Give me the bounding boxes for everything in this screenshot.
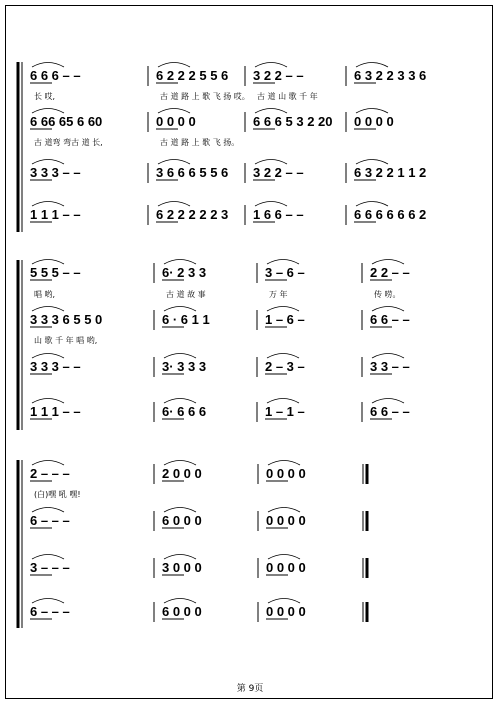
slur-arc <box>158 63 190 68</box>
slur-arc <box>32 555 64 560</box>
measure-notes: 5 5 5 – – <box>30 265 81 280</box>
slur-arc <box>372 354 404 359</box>
lyric-line: 古 道 山 歌 千 年 <box>257 92 318 101</box>
slur-arc <box>164 508 196 513</box>
measure-notes: 3 2 2 – – <box>253 68 304 83</box>
measure-notes: 6 – – – <box>30 604 70 619</box>
slur-arc <box>32 202 64 207</box>
slur-arc <box>32 63 64 68</box>
lyric-line: 传 唠。 <box>374 290 401 299</box>
slur-arc <box>267 399 299 404</box>
measure-notes: 6 3 2 2 3 3 6 <box>354 68 427 83</box>
measure-notes: 3 3 – – <box>370 359 410 374</box>
slur-arc <box>164 399 196 404</box>
lyric-line: 古 道弯 弯古 道 长, <box>34 138 103 147</box>
slur-arc <box>255 160 287 165</box>
lyric-line: 万 年 <box>269 290 288 299</box>
slur-arc <box>32 109 64 114</box>
measure-notes: 6 6 6 – – <box>30 68 81 83</box>
measure-notes: 6 6 – – <box>370 312 410 327</box>
slur-arc <box>268 599 300 604</box>
slur-arc <box>356 109 388 114</box>
slur-arc <box>32 160 64 165</box>
measure-notes: 6 – – – <box>30 513 70 528</box>
measure-notes: 6 · 6 1 1 <box>162 312 210 327</box>
slur-arc <box>164 307 196 312</box>
measure-notes: 6 3 2 2 1 1 2 <box>354 165 427 180</box>
slur-arc <box>267 354 299 359</box>
measure-notes: 2 0 0 0 <box>162 466 202 481</box>
lyric-line: 古 道 路 上 歌 飞 扬 哎。 <box>160 92 250 101</box>
measure-notes: 1 – 1 – <box>265 404 305 419</box>
slur-arc <box>32 399 64 404</box>
slur-arc <box>356 202 388 207</box>
slur-arc <box>32 354 64 359</box>
slur-arc <box>32 461 64 466</box>
slur-arc <box>32 508 64 513</box>
slur-arc <box>255 202 287 207</box>
slur-arc <box>164 555 196 560</box>
lyric-line: 唱 哟, <box>34 290 56 299</box>
measure-notes: 2 – 3 – <box>265 359 305 374</box>
lyric-line: 长 哎, <box>34 92 56 101</box>
slur-arc <box>158 109 190 114</box>
measure-notes: 6 2 2 2 5 5 6 <box>156 68 229 83</box>
measure-notes: 6 0 0 0 <box>162 513 202 528</box>
measure-notes: 3 3 3 – – <box>30 165 81 180</box>
slur-arc <box>32 599 64 604</box>
measure-notes: 1 1 1 – – <box>30 404 81 419</box>
measure-notes: 6 66 65 6 60 <box>30 114 103 129</box>
slur-arc <box>158 202 190 207</box>
measure-notes: 1 – 6 – <box>265 312 305 327</box>
slur-arc <box>164 260 196 265</box>
measure-notes: 6 6 6 6 6 6 2 <box>354 207 427 222</box>
slur-arc <box>267 260 299 265</box>
lyric-line: 古 道 路 上 歌 飞 扬。 <box>160 138 240 147</box>
lyric-line: (白)嘿 吼 嘿! <box>34 490 81 499</box>
page-number: 第 9页 <box>236 684 264 694</box>
slur-arc <box>372 260 404 265</box>
measure-notes: 0 0 0 0 <box>266 560 306 575</box>
measure-notes: 3 0 0 0 <box>162 560 202 575</box>
measure-notes: 1 1 1 – – <box>30 207 81 222</box>
lyric-line: 山 歌 千 年 唱 哟, <box>34 336 98 345</box>
slur-arc <box>372 399 404 404</box>
slur-arc <box>164 599 196 604</box>
measure-notes: 3· 3 3 3 <box>162 359 207 374</box>
measure-notes: 6· 6 6 6 <box>162 404 207 419</box>
measure-notes: 3 – – – <box>30 560 70 575</box>
slur-arc <box>255 109 287 114</box>
measure-notes: 0 0 0 0 <box>354 114 394 129</box>
measure-notes: 3 6 6 6 5 5 6 <box>156 165 229 180</box>
lyric-line: 古 道 故 事 <box>166 290 206 299</box>
slur-arc <box>268 461 300 466</box>
slur-arc <box>268 508 300 513</box>
measure-notes: 3 3 3 – – <box>30 359 81 374</box>
measure-notes: 6 2 2 2 2 2 3 <box>156 207 229 222</box>
slur-arc <box>356 160 388 165</box>
measure-notes: 6 0 0 0 <box>162 604 202 619</box>
slur-arc <box>267 307 299 312</box>
slur-arc <box>164 354 196 359</box>
measure-notes: 6 6 – – <box>370 404 410 419</box>
measure-notes: 1 6 6 – – <box>253 207 304 222</box>
measure-notes: 3 2 2 – – <box>253 165 304 180</box>
slur-arc <box>356 63 388 68</box>
measure-notes: 0 0 0 0 <box>266 513 306 528</box>
slur-arc <box>158 160 190 165</box>
measure-notes: 6 6 6 5 3 2 20 <box>253 114 333 129</box>
slur-arc <box>164 461 196 466</box>
slur-arc <box>255 63 287 68</box>
measure-notes: 3 3 3 6 5 5 0 <box>30 312 103 327</box>
measure-notes: 6· 2 3 3 <box>162 265 207 280</box>
measure-notes: 2 2 – – <box>370 265 410 280</box>
measure-notes: 3 – 6 – <box>265 265 305 280</box>
slur-arc <box>32 307 64 312</box>
slur-arc <box>372 307 404 312</box>
slur-arc <box>32 260 64 265</box>
measure-notes: 0 0 0 0 <box>266 604 306 619</box>
slur-arc <box>268 555 300 560</box>
measure-notes: 0 0 0 0 <box>266 466 306 481</box>
measure-notes: 0 0 0 0 <box>156 114 196 129</box>
measure-notes: 2 – – – <box>30 466 70 481</box>
